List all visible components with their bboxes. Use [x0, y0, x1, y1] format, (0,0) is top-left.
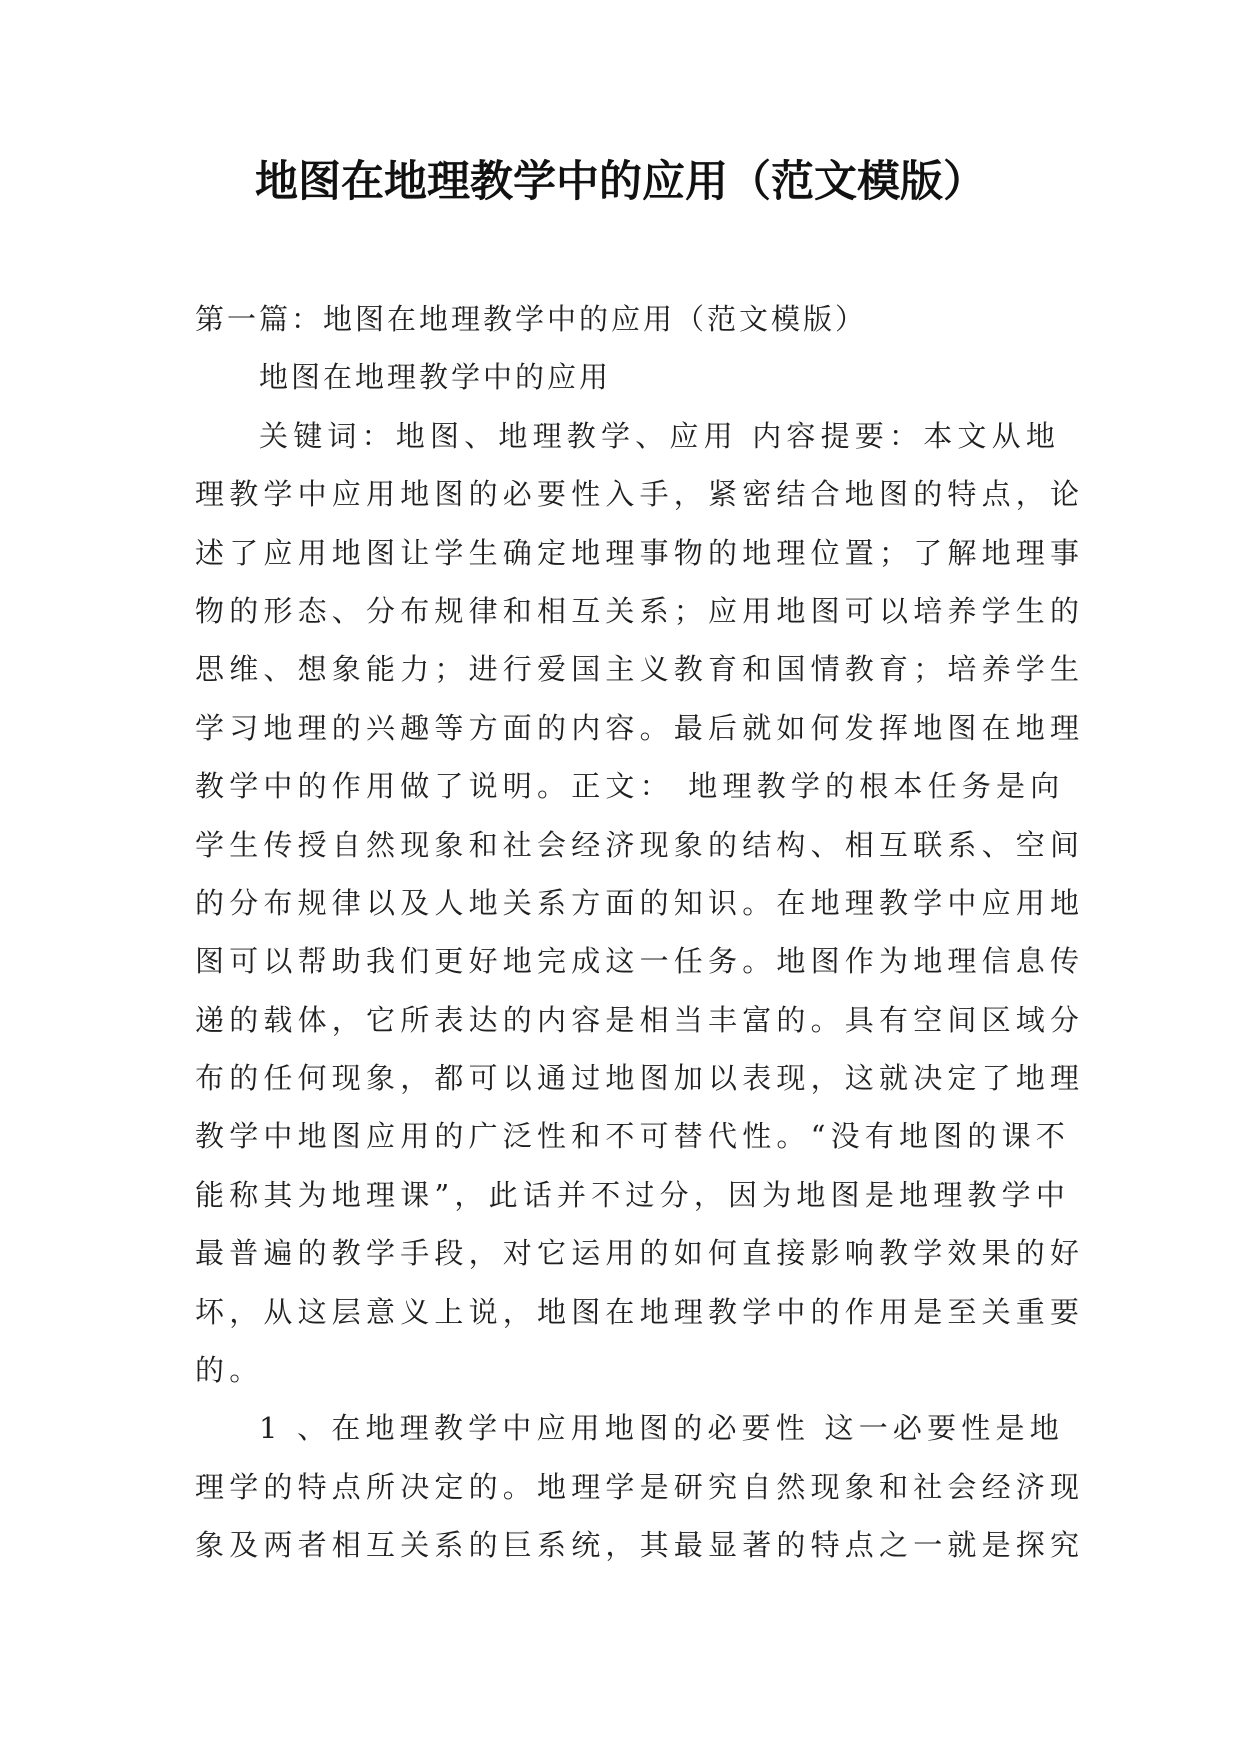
body-line: 关键词：地图、地理教学、应用 内容提要：本文从地	[259, 418, 1061, 453]
body-line: 图可以帮助我们更好地完成这一任务。地图作为地理信息传	[195, 944, 1085, 979]
body-line: 象及两者相互关系的巨系统，其最显著的特点之一就是探究	[195, 1528, 1085, 1563]
body-line: 教学中的作用做了说明。正文： 地理教学的根本任务是向	[195, 769, 1065, 804]
body-line: 布的任何现象，都可以通过地图加以表现，这就决定了地理	[195, 1061, 1085, 1096]
body-line: 的。	[195, 1353, 264, 1388]
body-line: 能称其为地理课”，此话并不过分，因为地图是地理教学中	[195, 1177, 1071, 1212]
body-line: 最普遍的教学手段，对它运用的如何直接影响教学效果的好	[195, 1236, 1085, 1271]
body-line: 学习地理的兴趣等方面的内容。最后就如何发挥地图在地理	[195, 710, 1085, 745]
document-title: 地图在地理教学中的应用（范文模版）	[255, 157, 986, 207]
body-line: 坏，从这层意义上说，地图在地理教学中的作用是至关重要	[195, 1294, 1085, 1329]
body-line: 学生传授自然现象和社会经济现象的结构、相互联系、空间	[195, 827, 1085, 862]
body-line: 述了应用地图让学生确定地理事物的地理位置；了解地理事	[195, 535, 1085, 570]
body-line: 思维、想象能力；进行爱国主义教育和国情教育；培养学生	[195, 652, 1085, 687]
body-line: 物的形态、分布规律和相互关系；应用地图可以培养学生的	[195, 593, 1085, 628]
body-line: 递的载体，它所表达的内容是相当丰富的。具有空间区域分	[195, 1002, 1085, 1037]
document-body	[195, 290, 1085, 1575]
body-line: 理教学中应用地图的必要性入手，紧密结合地图的特点，论	[195, 477, 1085, 512]
body-line: 理学的特点所决定的。地理学是研究自然现象和社会经济现	[195, 1469, 1085, 1504]
body-line: 的分布规律以及人地关系方面的知识。在地理教学中应用地	[195, 885, 1085, 920]
body-line: 教学中地图应用的广泛性和不可替代性。“没有地图的课不	[195, 1119, 1071, 1154]
article-subtitle: 地图在地理教学中的应用	[259, 360, 612, 395]
section-heading: 第一篇：地图在地理教学中的应用（范文模版）	[195, 302, 868, 336]
body-line: 1 、在地理教学中应用地图的必要性 这一必要性是地	[259, 1411, 1064, 1446]
